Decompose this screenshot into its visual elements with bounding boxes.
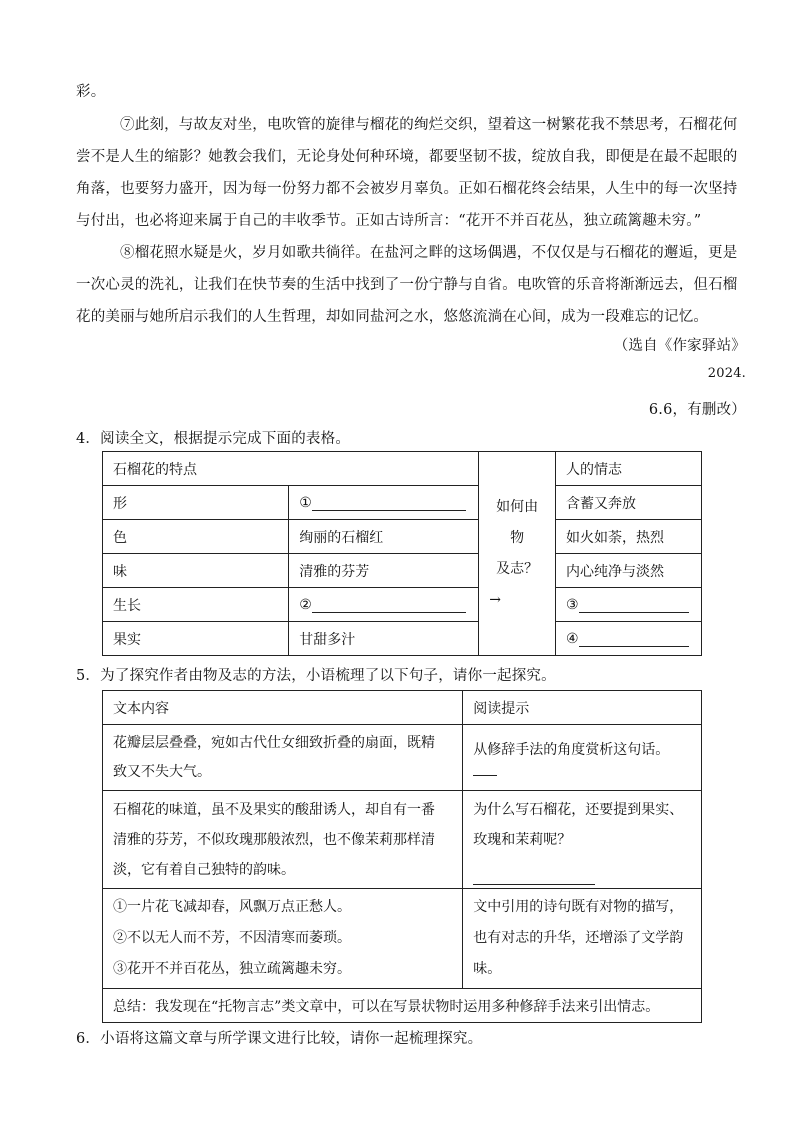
source-citation: （选自《作家驿站》 (613, 338, 746, 354)
answer-blank-2[interactable]: ② (289, 588, 479, 622)
aspect-cell: 生长 (103, 588, 289, 622)
source-date: 6.6，有删改） (648, 402, 746, 418)
aspect-cell: 味 (103, 554, 289, 588)
question-5-prompt: 5．为了探究作者由物及志的方法，小语梳理了以下句子，请你一起探究。 (76, 668, 556, 684)
how-to-link-line: 及志？ (496, 560, 539, 577)
text-line: 花瓣层层叠叠，宛如古代仕女细致折叠的扇面，既精 (113, 734, 435, 751)
feeling-cell: 如火如荼，热烈 (556, 520, 702, 554)
answer-blank-4[interactable]: ④ (556, 622, 702, 656)
paragraph-7-line: 与付出，也必将迎来属于自己的丰收季节。正如古诗所言：“花开不并百花丛，独立疏篱趣未穷。” (76, 213, 702, 229)
text-line: 致又不失大气。 (113, 763, 211, 780)
desc-cell: 甘甜多汁 (289, 622, 479, 656)
text-content-cell (103, 791, 463, 889)
paragraph-8-line: ⑧榴花照水疑是火，岁月如歌共徜徉。在盐河之畔的这场偶遇，不仅仅是与石榴花的邂逅，更是 (120, 245, 738, 261)
paragraph-8-line: 一次心灵的洗礼，让我们在快节奏的生活中找到了一份宁静与自省。电吹管的乐音将渐渐远去，但石榴 (76, 277, 738, 293)
feeling-cell: 含蓄又奔放 (556, 486, 702, 520)
aspect-cell: 色 (103, 520, 289, 554)
question-6-prompt: 6．小语将这篇文章与所学课文进行比较，请你一起梳理探究。 (76, 1031, 483, 1047)
poem-line: ①一片花飞减却春，风飘万点正愁人。 (113, 899, 351, 915)
aspect-cell: 果实 (103, 622, 289, 656)
hint-line: 文中引用的诗句既有对物的描写， (473, 899, 684, 915)
paragraph-7-line: ⑦此刻，与故友对坐，电吹管的旋律与榴花的绚烂交织，望着这一树繁花我不禁思考，石榴花何 (120, 117, 738, 133)
arrow: → (489, 591, 501, 608)
text-line: 淡，它有着自己独特的韵味。 (113, 861, 295, 878)
answer-blank-q5-1[interactable]: 从修辞手法的角度赏析这句话。 (463, 725, 702, 791)
hint-line: 玫瑰和茉莉呢？ (473, 831, 572, 848)
hint-cell (463, 889, 702, 989)
text-content-cell (103, 725, 463, 791)
how-to-link-cell (479, 452, 556, 656)
question-4-prompt: 4．阅读全文，根据提示完成下面的表格。 (76, 431, 351, 447)
hint-line: 也有对志的升华，还增添了文学韵 (473, 930, 684, 946)
poem-quotes-cell (103, 889, 463, 989)
paragraph-7-line: 角落，也要努力盛开，因为每一份努力都不会被岁月辜负。正如石榴花终会结果，人生中的每一次坚持 (76, 181, 738, 197)
paragraph-7-line: 尝不是人生的缩影？她教会我们，无论身处何种环境，都要坚韧不拔，绽放自我，即便是在最不起眼的 (76, 149, 738, 165)
text-line: 清雅的芬芳，不似玫瑰那般浓烈，也不像茉莉那样清 (113, 831, 435, 848)
header-text-content: 文本内容 (103, 691, 463, 725)
aspect-cell: 形 (103, 486, 289, 520)
summary-row: 总结：我发现在“托物言志”类文章中，可以在写景状物时运用多种修辞手法来引出情志。 (103, 989, 702, 1023)
hint-line: 味。 (473, 961, 502, 977)
passage-line: 彩。 (76, 84, 106, 100)
answer-blank-3[interactable]: ③ (556, 588, 702, 622)
paragraph-8-line: 花的美丽与她所启示我们的人生哲理，却如同盐河之水，悠悠流淌在心间，成为一段难忘的记忆。 (76, 309, 709, 325)
desc-cell: 清雅的芬芳 (289, 554, 479, 588)
header-reading-tips: 阅读提示 (463, 691, 702, 725)
feeling-cell: 内心纯净与淡然 (556, 554, 702, 588)
answer-blank-1[interactable]: ① (289, 486, 479, 520)
desc-cell: 绚丽的石榴红 (289, 520, 479, 554)
q5-table (102, 690, 702, 1023)
header-flower-features: 石榴花的特点 (103, 452, 479, 486)
hint-line: 为什么写石榴花，还要提到果实、 (473, 801, 684, 818)
how-to-link-line: 如何由物 (496, 498, 539, 546)
poem-line: ②不以无人而不芳，不因清寒而萎琐。 (113, 930, 351, 946)
text-line: 石榴花的味道，虽不及果实的酸甜诱人，却自有一番 (113, 801, 435, 818)
source-year: 2024. (707, 366, 746, 381)
poem-line: ③花开不并百花丛，独立疏篱趣未穷。 (113, 961, 351, 977)
header-human-feelings: 人的情志 (556, 452, 702, 486)
answer-blank-q5-2[interactable] (463, 791, 702, 889)
q4-table (102, 451, 702, 656)
